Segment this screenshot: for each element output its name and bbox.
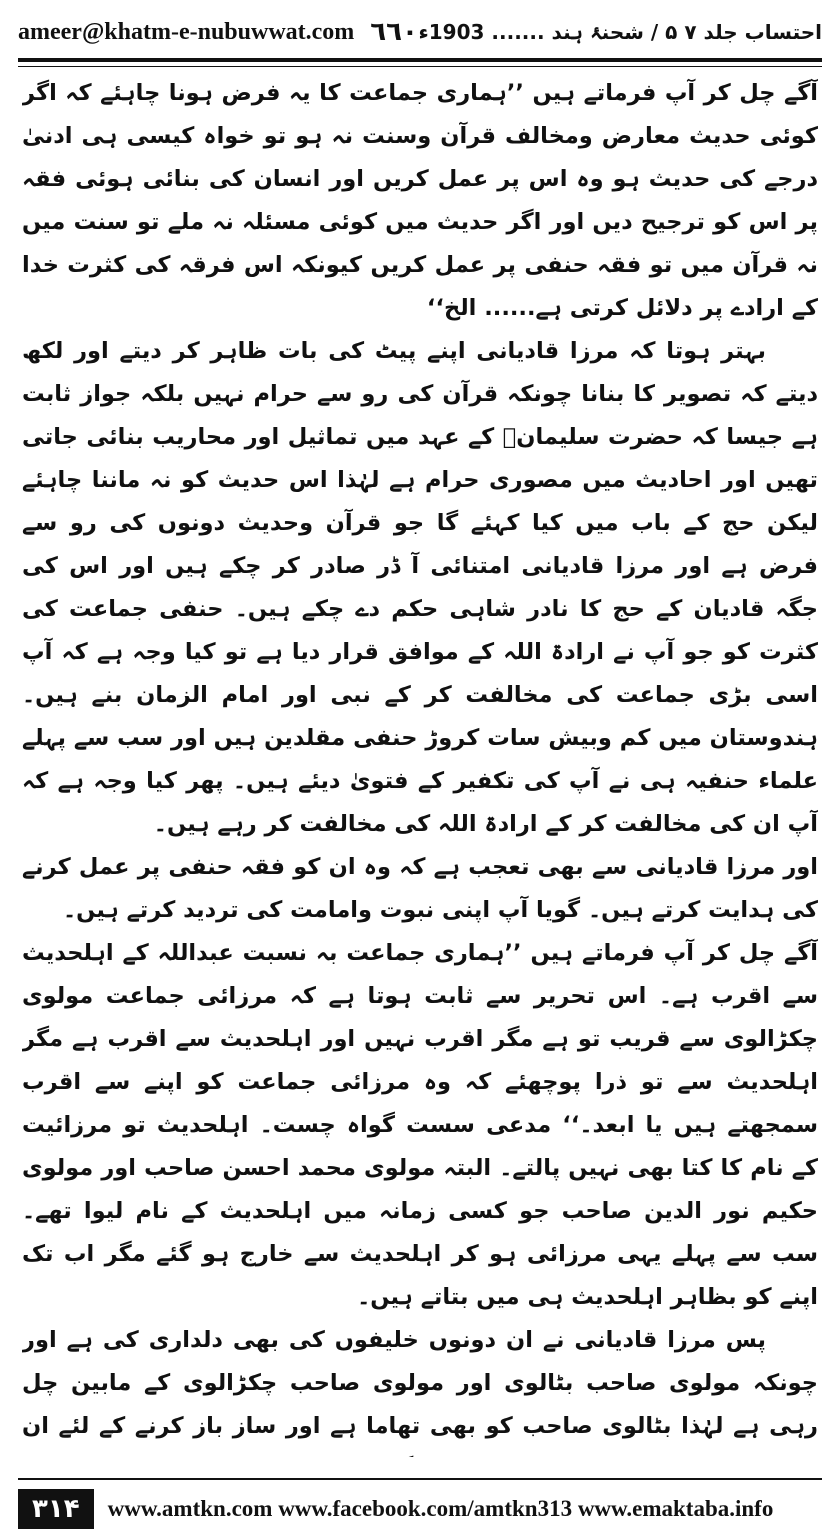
paragraph-3: اور مرزا قادیانی سے بھی تعجب ہے کہ وہ ان کو فقہ حنفی پر عمل کرنے کی ہدایت کرتے ہیں۔ گویا آپ اپنی نبوت وامامت کی تردید کرتے ہیں۔: [22, 854, 818, 923]
footer-links[interactable]: www.amtkn.com www.facebook.com/amtkn313 www.emaktaba.info: [107, 1496, 774, 1521]
paragraph-4: آگے چل کر آپ فرماتے ہیں ’’ہماری جماعت بہ نسبت عبداللہ کے اہلحدیث سے اقرب ہے۔ اس تحریر سے ثابت ہوتا ہے کہ مرزائی جماعت مولوی چکڑالوی سے قریب تو ہے مگر اقرب نہیں اور اہلحدیث سے اقرب ہے مگر اہلحدیث سے تو ذرا پوچھئے کہ وہ مرزائی جماعت کو اپنے سے اقرب سمجھتے ہیں یا ابعد۔‘‘ مدعی سست گواہ چست۔ اہلحدیث تو مرزائیت کے نام کا کتا بھی نہیں پالتے۔ البتہ مولوی محمد احسن صاحب اور مولوی حکیم نور الدین صاحب جو کسی زمانہ میں اہلحدیث کے نام لیوا تھے۔ سب سے پہلے یہی مرزائی ہو کر اہلحدیث سے خارج ہو گئے مگر اب تک اپنے کو بظاہر اہلحدیث ہی میں بتاتے ہیں۔: [22, 940, 818, 1310]
header-left: [18, 17, 418, 47]
paragraph-5: پس مرزا قادیانی نے ان دونوں خلیفوں کی بھی دلداری کی ہے اور چونکہ مولوی صاحب بٹالوی اور مولوی صاحب چکڑالوی کے مابین چل رہی ہے لہٰذا بٹالوی صاحب کو بھی تھاما ہے اور ساز باز کرنے کے لئے ان: [22, 1327, 818, 1439]
header-rule-thin: [18, 66, 822, 67]
header-page-number: ٦٦٠: [370, 17, 418, 47]
header-email[interactable]: ameer@khatm-e-nubuwwat.com: [18, 18, 355, 45]
paragraph-2: بہتر ہوتا کہ مرزا قادیانی اپنے پیٹ کی بات ظاہر کر دیتے اور لکھ دیتے کہ تصویر کا بنانا چونکہ قرآن کی رو سے حرام نہیں بلکہ جواز ثابت ہے جیسا کہ حضرت سلیمانؑ کے عہد میں تماثیل اور محاریب بنائی جاتی تھیں اور احادیث میں مصوری حرام ہے لہٰذا اس حدیث کو نہ ماننا چاہئے لیکن حج کے باب میں کیا کہئے گا جو قرآن وحدیث دونوں کی رو سے فرض ہے اور مرزا قادیانی امتنائی آ ڈر صادر کر چکے ہیں اور اس کی جگہ قادیان کے حج کا نادر شاہی حکم دے چکے ہیں۔ حنفی جماعت کی کثرت کو جو آپ نے ارادۃ اللہ کے موافق قرار دیا ہے تو کیا وجہ ہے کہ آپ اسی بڑی جماعت کی مخالفت کر کے نبی اور امام الزمان بنے ہیں۔ ہندوستان میں کم وبیش سات کروڑ حنفی مقلدین ہیں اور سب سے پہلے علماء حنفیہ ہی نے آپ کی تکفیر کے فتویٰ دیئے ہیں۔ پھر کیا وجہ ہے کہ آپ ان کی مخالفت کر کے ارادۃ اللہ کی مخالفت کر رہے ہیں۔: [22, 338, 818, 837]
paragraph-1: آگے چل کر آپ فرماتے ہیں ’’ہماری جماعت کا یہ فرض ہونا چاہئے کہ اگر کوئی حدیث معارض ومخالف قرآن وسنت نہ ہو تو خواہ کیسی ہی ادنیٰ درجے کی حدیث ہو وہ اس پر عمل کریں اور انسان کی بنائی ہوئی فقہ پر اس کو ترجیح دیں اور اگر حدیث میں کوئی مسئلہ نہ ملے تو سنت میں نہ قرآن میں تو فقہ حنفی پر عمل کریں کیونکہ اس فرقہ کی کثرت خدا کے ارادے پر دلائل کرتی ہے...... الخ‘‘: [22, 80, 818, 321]
footer-page-number: ۳۱۴: [18, 1489, 94, 1529]
page-footer: [18, 1486, 822, 1532]
running-title: احتساب جلد ۷ ۵ / شحنۂ ہند ....... 1903ء: [418, 20, 822, 44]
page-header: [18, 10, 822, 54]
header-rule-thick: [18, 58, 822, 62]
footer-rule: [18, 1478, 822, 1480]
body-text: [22, 72, 818, 1457]
